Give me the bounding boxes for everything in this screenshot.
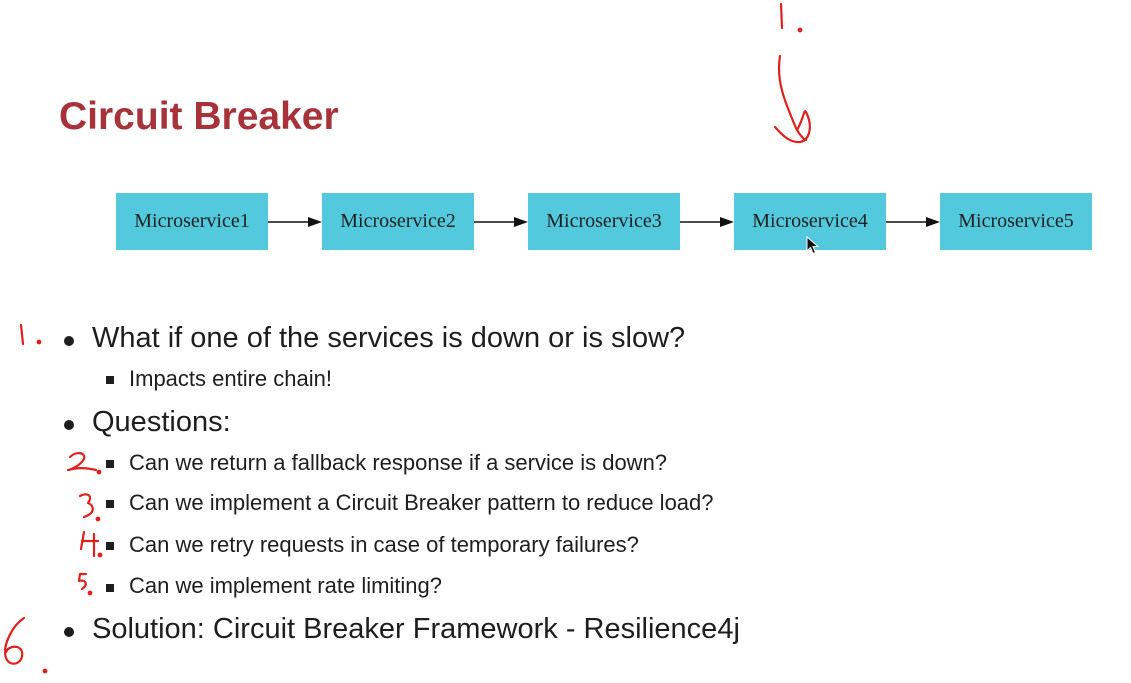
slide-title: Circuit Breaker <box>59 95 339 138</box>
annotation-number-3 <box>80 494 93 517</box>
question-fallback: Can we return a fallback response if a service is down? <box>129 450 668 475</box>
microservice-4-box: Microservice4 <box>734 193 886 250</box>
question-circuit-breaker: Can we implement a Circuit Breaker pattern to reduce load? <box>129 490 714 515</box>
annotation-number-2 <box>68 453 96 470</box>
annotation-number-1-top <box>781 4 782 28</box>
annotation-number-6 <box>5 618 24 664</box>
annotation-number-4 <box>81 532 98 556</box>
annotation-number-5 <box>79 574 86 589</box>
annotation-number-1-bullet <box>21 325 23 344</box>
question-rate-limiting: Can we implement rate limiting? <box>129 573 443 598</box>
question-retry: Can we retry requests in case of temporary failures? <box>129 532 639 557</box>
annotation-down-arrow <box>779 56 806 140</box>
sub-bullet-impacts-chain: Impacts entire chain! <box>129 366 332 391</box>
mouse-cursor-icon <box>806 236 820 256</box>
microservice-5-box: Microservice5 <box>940 193 1092 250</box>
microservice-3-box: Microservice3 <box>528 193 680 250</box>
microservice-2-box: Microservice2 <box>322 193 474 250</box>
bullet-solution: Solution: Circuit Breaker Framework - Resilience4j <box>92 613 740 645</box>
microservice-1-box: Microservice1 <box>116 193 268 250</box>
bullet-down-or-slow: What if one of the services is down or is slow? <box>92 322 686 354</box>
bullet-questions: Questions: <box>92 406 231 438</box>
